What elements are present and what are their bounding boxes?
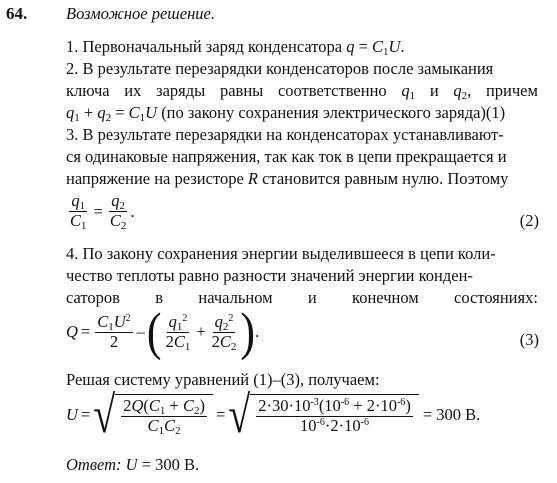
solve-line: Решая систему уравнений (1)–(3), получаем: — [66, 370, 380, 389]
answer-line: Ответ: U = 300 В. — [66, 455, 200, 474]
equation-3: Q = $\frac{C_1U^2}{2}$ – ( $\frac{q_1^2}{2C_1}$ + $\frac{q_2^2}{2C_2}$ ) . — [66, 302, 260, 361]
paragraph-4-line-1: 4. По закону сохранения энергии выделившееся в цепи коли- — [66, 244, 496, 263]
equation-2-number: (2) — [519, 211, 539, 230]
paragraph-4-line-2: чество теплоты равно разности значений энергии конден- — [66, 266, 473, 285]
paragraph-2-line-3: $q_1 + q_2 = C_1U$ (по закону сохранения электрического заряда)(1) — [66, 103, 506, 124]
paragraph-3-line-1: 3. В результате перезарядки на конденсаторах устанавливают- — [66, 125, 504, 144]
paragraph-1: 1. Первоначальный заряд конденсатора $q = C_1U$. — [66, 37, 405, 58]
final-formula: U = √ $\frac{2Q(C_1 + C_2)}{C_1C_2}$ = √ $\frac{2\cdot 30\cdot 10^{-3}(10^{-6} + 2\cdot 10^{-6})}{10^{-6}\cdot 2\cdot 10^{-6}}$ = 300 В. — [66, 385, 481, 444]
paragraph-3-line-3: напряжение на резисторе R становится равным нулю. Поэтому — [66, 169, 509, 188]
problem-number: 64. — [6, 4, 28, 23]
paragraph-3-line-2: ся одинаковые напряжения, так как ток в цепи прекращается и — [66, 147, 507, 166]
paragraph-2-line-2: ключа их заряды равны соответственно $q_1$ и $q_2$, причем — [66, 81, 538, 102]
paragraph-4-line-3: саторов в начальном и конечном состояниях: — [66, 288, 538, 307]
equation-2: $\frac{q_1}{C_1}$ = $\frac{q_2}{C_2}$ . — [70, 191, 135, 232]
equation-3-number: (3) — [519, 330, 539, 349]
paragraph-2-line-1: 2. В результате перезарядки конденсаторов после замыкания — [66, 59, 494, 78]
answer-label: Ответ: — [66, 455, 122, 474]
solution-heading: Возможное решение. — [66, 4, 215, 23]
